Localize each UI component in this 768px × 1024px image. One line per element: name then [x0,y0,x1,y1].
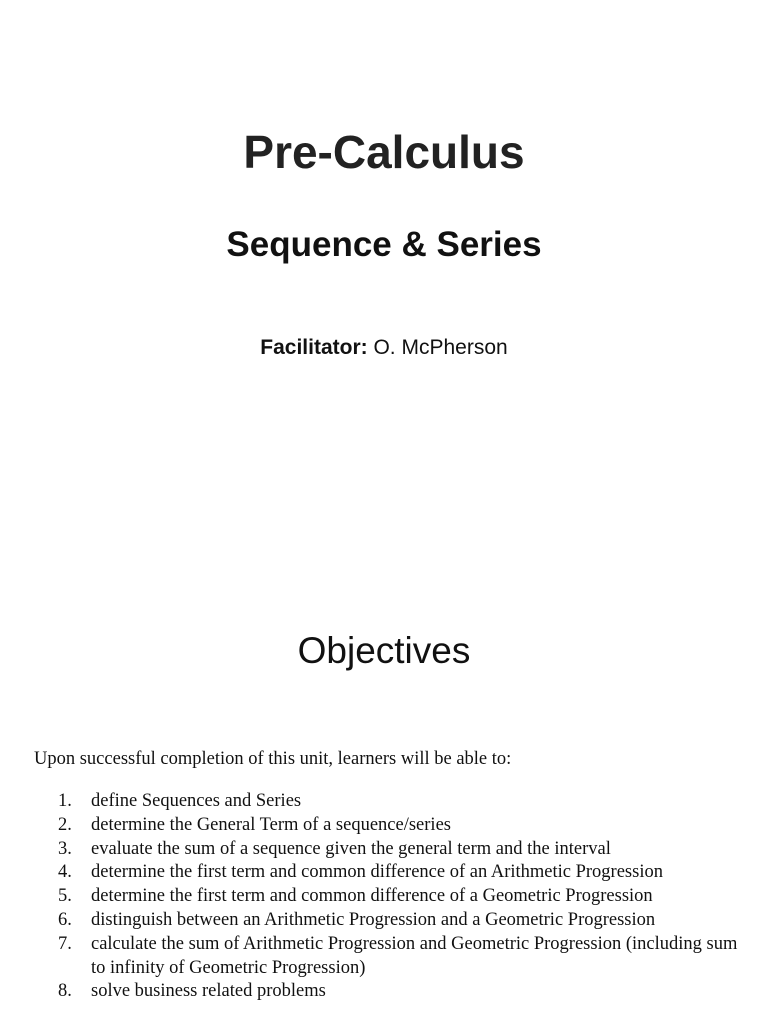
objective-item [0,933,768,981]
objective-text: calculate the sum of Arithmetic Progression and Geometric Progression (including sum to infinity of Geometric Progression) [91,933,738,978]
objective-number: 3. [58,838,72,859]
objective-text: distinguish between an Arithmetic Progression and a Geometric Progression [91,909,656,930]
objective-text: determine the first term and common difference of an Arithmetic Progression [91,862,663,883]
objective-number: 1. [58,791,72,811]
facilitator-label: Facilitator: [260,336,368,359]
objective-item [0,814,768,838]
facilitator-line [0,334,768,362]
objectives-list [0,790,768,1004]
objective-item [0,790,768,814]
objectives-intro: Upon successful completion of this unit, learners will be able to: [34,749,512,769]
objective-item [0,980,768,1004]
objective-text: determine the General Term of a sequence/series [91,814,451,835]
objective-number: 8. [58,981,72,1002]
objective-number: 7. [58,933,72,954]
objectives-heading: Objectives [297,630,471,671]
objective-number: 2. [58,814,72,835]
objective-text: solve business related problems [91,981,326,1002]
objective-item [0,909,768,933]
objective-text: define Sequences and Series [91,791,302,811]
objective-item [0,885,768,909]
objective-item [0,861,768,885]
objective-text: determine the first term and common difference of a Geometric Progression [91,886,653,907]
document-subtitle: Sequence & Series [226,225,542,264]
objective-number: 5. [58,886,72,907]
document-title: Pre-Calculus [243,126,525,178]
objective-number: 4. [58,862,72,883]
objective-item [0,838,768,862]
facilitator-name: O. McPherson [367,336,508,359]
objective-number: 6. [58,909,72,930]
objective-text: evaluate the sum of a sequence given the general term and the interval [91,838,611,859]
